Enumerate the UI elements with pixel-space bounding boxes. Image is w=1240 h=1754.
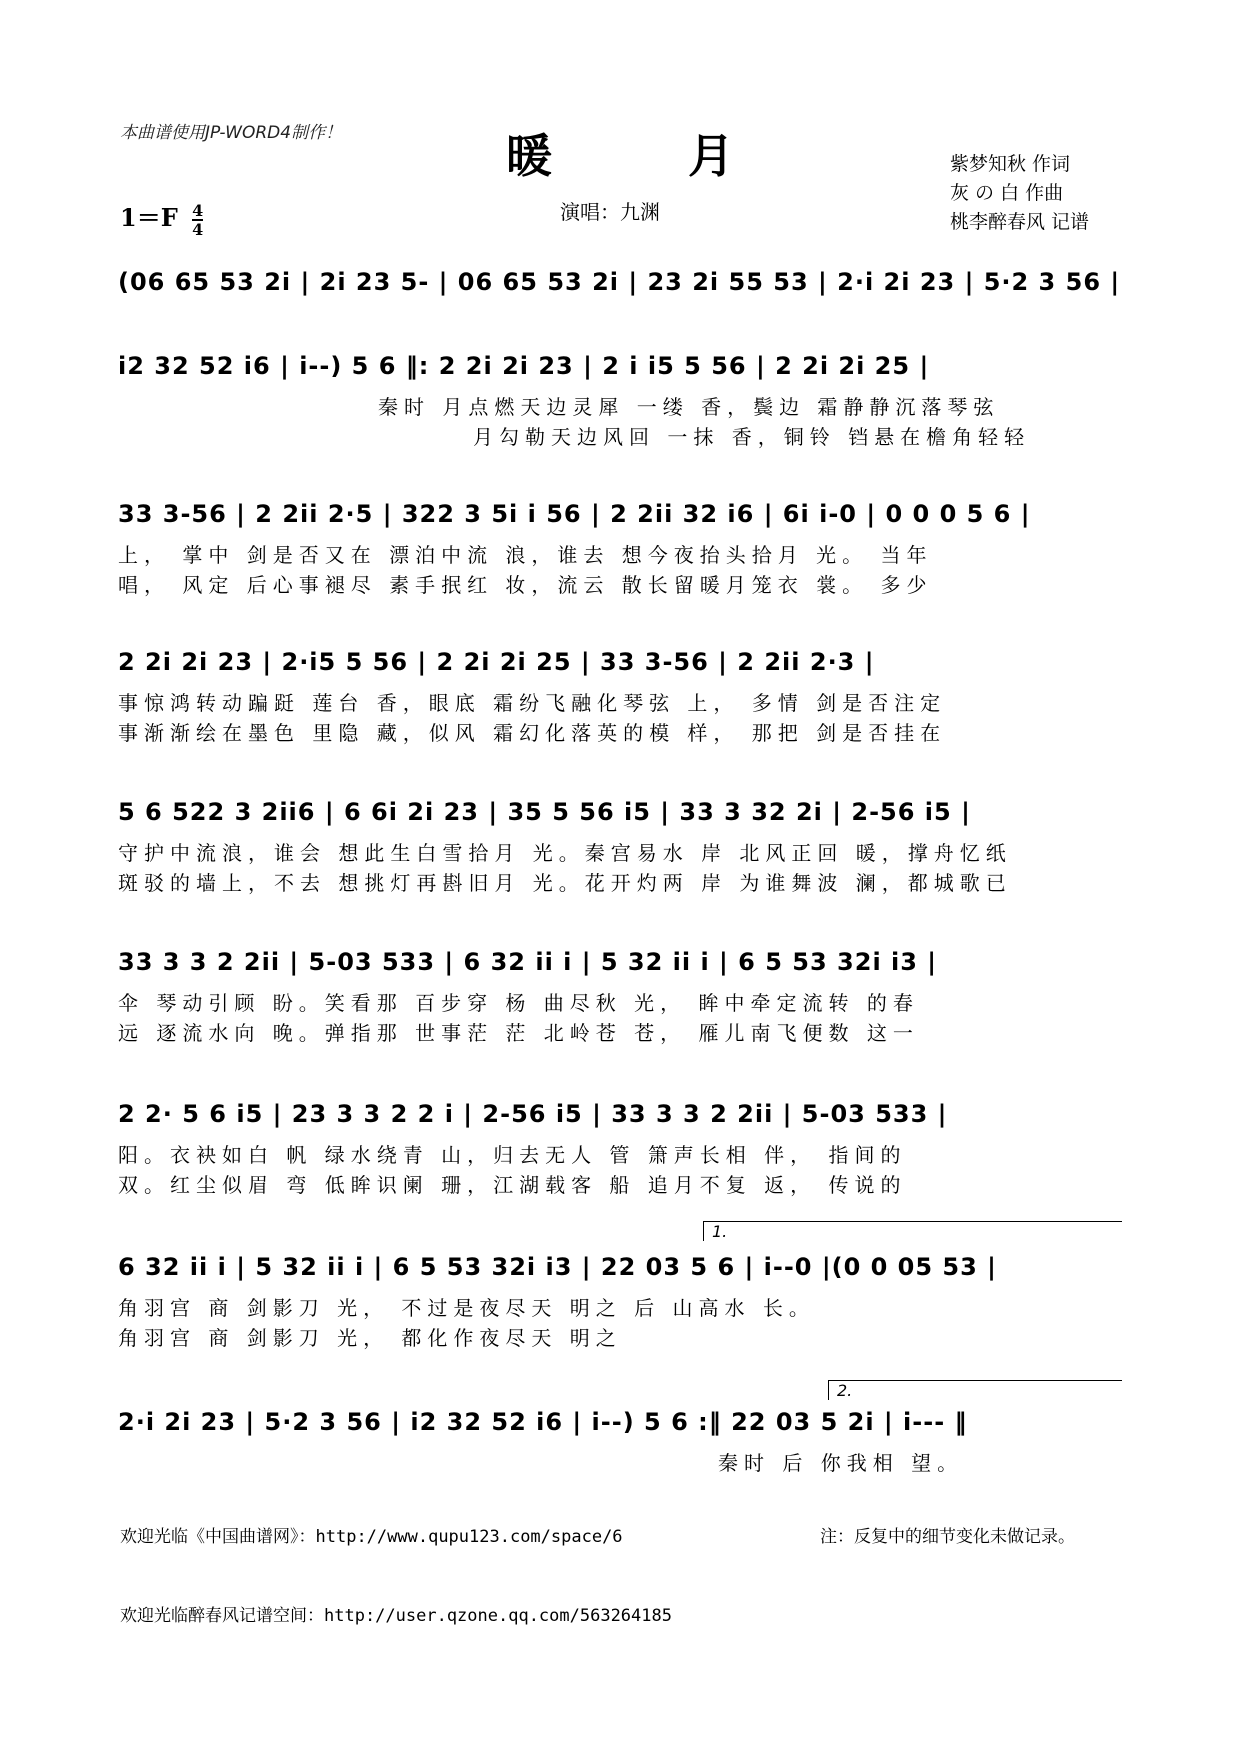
notes-line: 5 6 522 3 2ii6 | 6 6i 2i 23 | 35 5 56 i5 | 33 3 32 2i | 2-56 i5 | bbox=[118, 798, 971, 826]
lyric-verse-2: 唱， 风定 后心事褪尽 素手抿红 妆，流云 散长留暖月笼衣 裳。 多少 bbox=[118, 573, 933, 597]
footer-link-qzone[interactable]: 欢迎光临醉春风记谱空间：http://user.qzone.qq.com/563264185 bbox=[120, 1606, 672, 1626]
volta-bracket-1 bbox=[703, 1221, 1122, 1241]
notes-line: (06 65 53 2i | 2i 23 5- | 06 65 53 2i | 23 2i 55 53 | 2·i 2i 23 | 5·2 3 56 | bbox=[118, 268, 1121, 296]
notes-line: 2·i 2i 23 | 5·2 3 56 | i2 32 52 i6 | i--) 5 6 :‖ 22 03 5 2i | i--- ‖ bbox=[118, 1408, 968, 1436]
lyric-verse-1: 秦时 后 你我相 望。 bbox=[718, 1451, 964, 1475]
notes-line: 2 2i 2i 23 | 2·i5 5 56 | 2 2i 2i 25 | 33 3-56 | 2 2ii 2·3 | bbox=[118, 648, 875, 676]
lyric-verse-1: 守护中流浪，谁会 想此生白雪拾月 光。秦宫易水 岸 北风正回 暖，撑舟忆纸 bbox=[118, 841, 1012, 865]
credits-block bbox=[950, 150, 1089, 237]
notes-line: 33 3-56 | 2 2ii 2·5 | 322 3 5i i 56 | 2 2ii 32 i6 | 6i i-0 | 0 0 0 5 6 | bbox=[118, 500, 1031, 528]
volta-label: 2. bbox=[837, 1381, 853, 1400]
lyric-verse-1: 伞 琴动引顾 盼。笑看那 百步穿 杨 曲尽秋 光， 眸中牵定流转 的春 bbox=[118, 991, 919, 1015]
lyric-verse-2: 事渐渐绘在墨色 里隐 藏，似风 霜幻化落英的模 样， 那把 剑是否挂在 bbox=[118, 721, 947, 745]
score-system-3 bbox=[118, 500, 1128, 600]
lyric-verse-1: 事惊鸿转动蹁跹 莲台 香，眼底 霜纷飞融化琴弦 上， 多情 剑是否注定 bbox=[118, 691, 947, 715]
notes-line: 2 2· 5 6 i5 | 23 3 3 2 2 i | 2-56 i5 | 33 3 3 2 2ii | 5-03 533 | bbox=[118, 1100, 948, 1128]
score-system-4 bbox=[118, 648, 1128, 748]
score-system-5 bbox=[118, 798, 1128, 898]
notes-line: 33 3 3 2 2ii | 5-03 533 | 6 32 ii i | 5 32 ii i | 6 5 53 32i i3 | bbox=[118, 948, 938, 976]
score-system-8 bbox=[118, 1222, 1128, 1353]
transcriber-credit: 桃李醉春风 记谱 bbox=[950, 211, 1090, 233]
key-signature bbox=[120, 198, 203, 238]
time-bottom: 4 bbox=[192, 219, 204, 239]
lyric-verse-1: 角羽宫 商 剑影刀 光， 不过是夜尽天 明之 后 山高水 长。 bbox=[118, 1296, 815, 1320]
composer-credit: 灰 の 白 作曲 bbox=[950, 182, 1064, 204]
maker-note: 本曲谱使用JP-WORD4制作！ bbox=[120, 123, 343, 143]
singer-credit: 演唱：九渊 bbox=[560, 200, 660, 224]
lyric-verse-2: 月勾勒天边风回 一抹 香，铜铃 铛悬在檐角轻轻 bbox=[473, 425, 1031, 449]
score-system-2 bbox=[118, 352, 1128, 452]
lyric-verse-2: 远 逐流水向 晚。弹指那 世事茫 茫 北岭苍 苍， 雁儿南飞便数 这一 bbox=[118, 1021, 919, 1045]
key-label: 1＝F bbox=[120, 203, 178, 232]
lyricist-credit: 紫梦知秋 作词 bbox=[950, 153, 1071, 175]
lyric-verse-2: 角羽宫 商 剑影刀 光， 都化作夜尽天 明之 bbox=[118, 1326, 622, 1350]
footer-link-qupu[interactable]: 欢迎光临《中国曲谱网》：http://www.qupu123.com/space/6 bbox=[120, 1527, 623, 1547]
time-signature bbox=[192, 202, 203, 238]
lyric-verse-1: 秦时 月点燃天边灵犀 一缕 香，鬓边 霜静静沉落琴弦 bbox=[378, 395, 1000, 419]
lyric-verse-1: 阳。衣袂如白 帆 绿水绕青 山，归去无人 管 箫声长相 伴， 指间的 bbox=[118, 1143, 907, 1167]
lyric-verse-2: 斑驳的墙上，不去 想挑灯再斟旧月 光。花开灼两 岸 为谁舞波 澜，都城歌已 bbox=[118, 871, 1012, 895]
lyric-verse-1: 上， 掌中 剑是否又在 漂泊中流 浪，谁去 想今夜抬头拾月 光。 当年 bbox=[118, 543, 933, 567]
footer-note: 注：反复中的细节变化未做记录。 bbox=[820, 1527, 1075, 1547]
volta-label: 1. bbox=[712, 1222, 728, 1241]
lyric-verse-2: 双。红尘似眉 弯 低眸识阑 珊，江湖载客 船 追月不复 返， 传说的 bbox=[118, 1173, 907, 1197]
page-title: 暖 月 bbox=[505, 129, 794, 183]
score-system-9 bbox=[118, 1381, 1128, 1478]
score-system-1 bbox=[118, 268, 1128, 308]
notes-line: i2 32 52 i6 | i--) 5 6 ‖: 2 2i 2i 23 | 2 i i5 5 56 | 2 2i 2i 25 | bbox=[118, 352, 930, 380]
volta-bracket-2 bbox=[828, 1380, 1122, 1400]
score-system-6 bbox=[118, 948, 1128, 1048]
notes-line: 6 32 ii i | 5 32 ii i | 6 5 53 32i i3 | 22 03 5 6 | i--0 |(0 0 05 53 | bbox=[118, 1253, 997, 1281]
time-top: 4 bbox=[192, 200, 204, 220]
score-system-7 bbox=[118, 1100, 1128, 1200]
